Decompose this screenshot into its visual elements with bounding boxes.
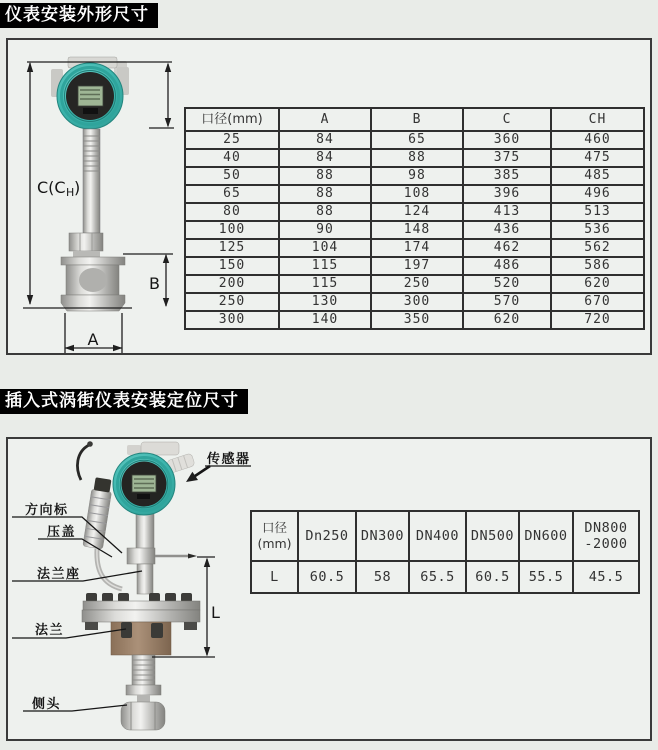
flange-seat-label: 法兰座	[37, 567, 81, 582]
cell: 55.5	[519, 561, 573, 593]
cell: 174	[371, 239, 463, 257]
dim-head-line	[149, 63, 174, 129]
table-row	[185, 311, 644, 329]
flange-seat	[111, 622, 171, 655]
cell: 84	[279, 131, 371, 149]
cell: 670	[551, 293, 644, 311]
cell: 620	[551, 275, 644, 293]
cell: 350	[371, 311, 463, 329]
table-row	[185, 221, 644, 239]
cell: 360	[463, 131, 551, 149]
body-boss	[79, 268, 107, 292]
probe-assembly	[121, 655, 165, 730]
sensor-arrow-tail	[195, 466, 210, 476]
table-row	[185, 293, 644, 311]
cell: 115	[279, 275, 371, 293]
cell: 58	[356, 561, 409, 593]
cell: 250	[371, 275, 463, 293]
cell: 586	[551, 257, 644, 275]
cell: 570	[463, 293, 551, 311]
cell: 140	[279, 311, 371, 329]
cell: 200	[185, 275, 279, 293]
table-header-row	[185, 108, 644, 131]
table-row	[185, 203, 644, 221]
cell: 250	[185, 293, 279, 311]
table-row	[185, 131, 644, 149]
sensor-head	[113, 453, 175, 515]
cell: 104	[279, 239, 371, 257]
cell: 60.5	[466, 561, 519, 593]
label-flange-seat	[12, 566, 142, 582]
col-header-dn250: Dn250	[298, 511, 356, 561]
col-header-dn600: DN600	[519, 511, 573, 561]
cell: 148	[371, 221, 463, 239]
insertion-flowmeter-photo	[77, 441, 200, 730]
cell: 520	[463, 275, 551, 293]
table-row	[185, 275, 644, 293]
cell: 486	[463, 257, 551, 275]
cell: 124	[371, 203, 463, 221]
cell: 513	[551, 203, 644, 221]
cell: 197	[371, 257, 463, 275]
cell: 300	[185, 311, 279, 329]
dim-c-label: C(C	[37, 178, 66, 197]
col-header-dn300: DN300	[356, 511, 409, 561]
cell: 496	[551, 185, 644, 203]
direction-indicator-label: 方向标	[25, 503, 69, 518]
cell: 385	[463, 167, 551, 185]
diameter-label-line1: 口径	[261, 520, 287, 535]
cell: 88	[279, 203, 371, 221]
label-flange	[12, 622, 126, 638]
cell: 65	[185, 185, 279, 203]
cell: 150	[185, 257, 279, 275]
cell: 98	[371, 167, 463, 185]
nameplate	[83, 108, 98, 114]
cell: 25	[185, 131, 279, 149]
label-probe-head	[23, 696, 127, 712]
hex-nut	[69, 233, 103, 258]
col-header-c: C	[463, 108, 551, 131]
dim-b-line	[123, 254, 173, 307]
row-label-l: L	[251, 561, 298, 593]
cell: 84	[279, 149, 371, 167]
table-row	[185, 167, 644, 185]
upper-stem	[136, 510, 154, 550]
gland-label: 压盖	[47, 525, 77, 540]
dim-a-label: A	[87, 330, 99, 349]
section2-title: 插入式涡街仪表安装定位尺寸	[0, 389, 248, 414]
col-header-ch: CH	[551, 108, 644, 131]
cell: 396	[463, 185, 551, 203]
packing-gland	[127, 548, 155, 564]
cell: 130	[279, 293, 371, 311]
cell: 100	[185, 221, 279, 239]
direction-pointer	[155, 554, 197, 559]
cell: 460	[551, 131, 644, 149]
nameplate	[137, 494, 150, 499]
col-header-diameter	[251, 511, 298, 561]
sensor-arrowhead	[186, 472, 198, 482]
meter-body	[61, 257, 125, 311]
cell: 562	[551, 239, 644, 257]
pressure-cylinder	[83, 477, 114, 549]
cell: 620	[463, 311, 551, 329]
dim-l-label: L	[211, 603, 220, 622]
cell: 375	[463, 149, 551, 167]
table-row	[185, 257, 644, 275]
table-row	[251, 561, 639, 593]
insertion-dimension-table	[250, 510, 640, 594]
cell: 65.5	[409, 561, 466, 593]
diameter-label-line2: (mm)	[257, 536, 292, 551]
col-header-dn500: DN500	[466, 511, 519, 561]
table-row	[185, 239, 644, 257]
cell: 536	[551, 221, 644, 239]
cell: 65	[371, 131, 463, 149]
col-header-dn400: DN400	[409, 511, 466, 561]
transmitter-head	[57, 63, 123, 129]
table-row	[185, 149, 644, 167]
cell: 720	[551, 311, 644, 329]
cell: 115	[279, 257, 371, 275]
cable-tip	[87, 441, 93, 447]
probe-head-body	[121, 702, 165, 730]
cell: 413	[463, 203, 551, 221]
cell: 45.5	[573, 561, 639, 593]
cell: 300	[371, 293, 463, 311]
dim-b-label: B	[149, 274, 160, 293]
cell: 485	[551, 167, 644, 185]
cell: 90	[279, 221, 371, 239]
outline-dimension-table	[184, 107, 645, 330]
cell: 108	[371, 185, 463, 203]
table-row	[185, 185, 644, 203]
cell: 60.5	[298, 561, 356, 593]
dn800-line2: -2000	[584, 536, 628, 552]
cell: 462	[463, 239, 551, 257]
dim-c-label-sub: H	[66, 186, 75, 199]
cell: 88	[371, 149, 463, 167]
signal-cable	[77, 445, 89, 480]
cell: 125	[185, 239, 279, 257]
dn800-line1: DN800	[584, 520, 628, 536]
cell: 80	[185, 203, 279, 221]
section1-title: 仪表安装外形尺寸	[0, 3, 158, 28]
probe-head-label: 侧头	[32, 697, 62, 712]
cell: 88	[279, 185, 371, 203]
cell: 475	[551, 149, 644, 167]
meter-stem	[83, 129, 100, 233]
sensor-label: 传感器	[207, 452, 251, 467]
dim-c-label-suffix: )	[74, 178, 81, 197]
col-header-b: B	[371, 108, 463, 131]
col-header-a: A	[279, 108, 371, 131]
cell: 88	[279, 167, 371, 185]
cell: 50	[185, 167, 279, 185]
table-header-row	[251, 511, 639, 561]
col-header-diameter: 口径(mm)	[185, 108, 279, 131]
col-header-dn800-2000	[573, 511, 639, 561]
cylinder-cap	[94, 477, 112, 492]
flange-label: 法兰	[35, 623, 65, 638]
cell: 40	[185, 149, 279, 167]
cell: 436	[463, 221, 551, 239]
lcd-display	[78, 86, 103, 106]
lower-stem	[137, 564, 153, 594]
label-sensor	[186, 451, 251, 482]
